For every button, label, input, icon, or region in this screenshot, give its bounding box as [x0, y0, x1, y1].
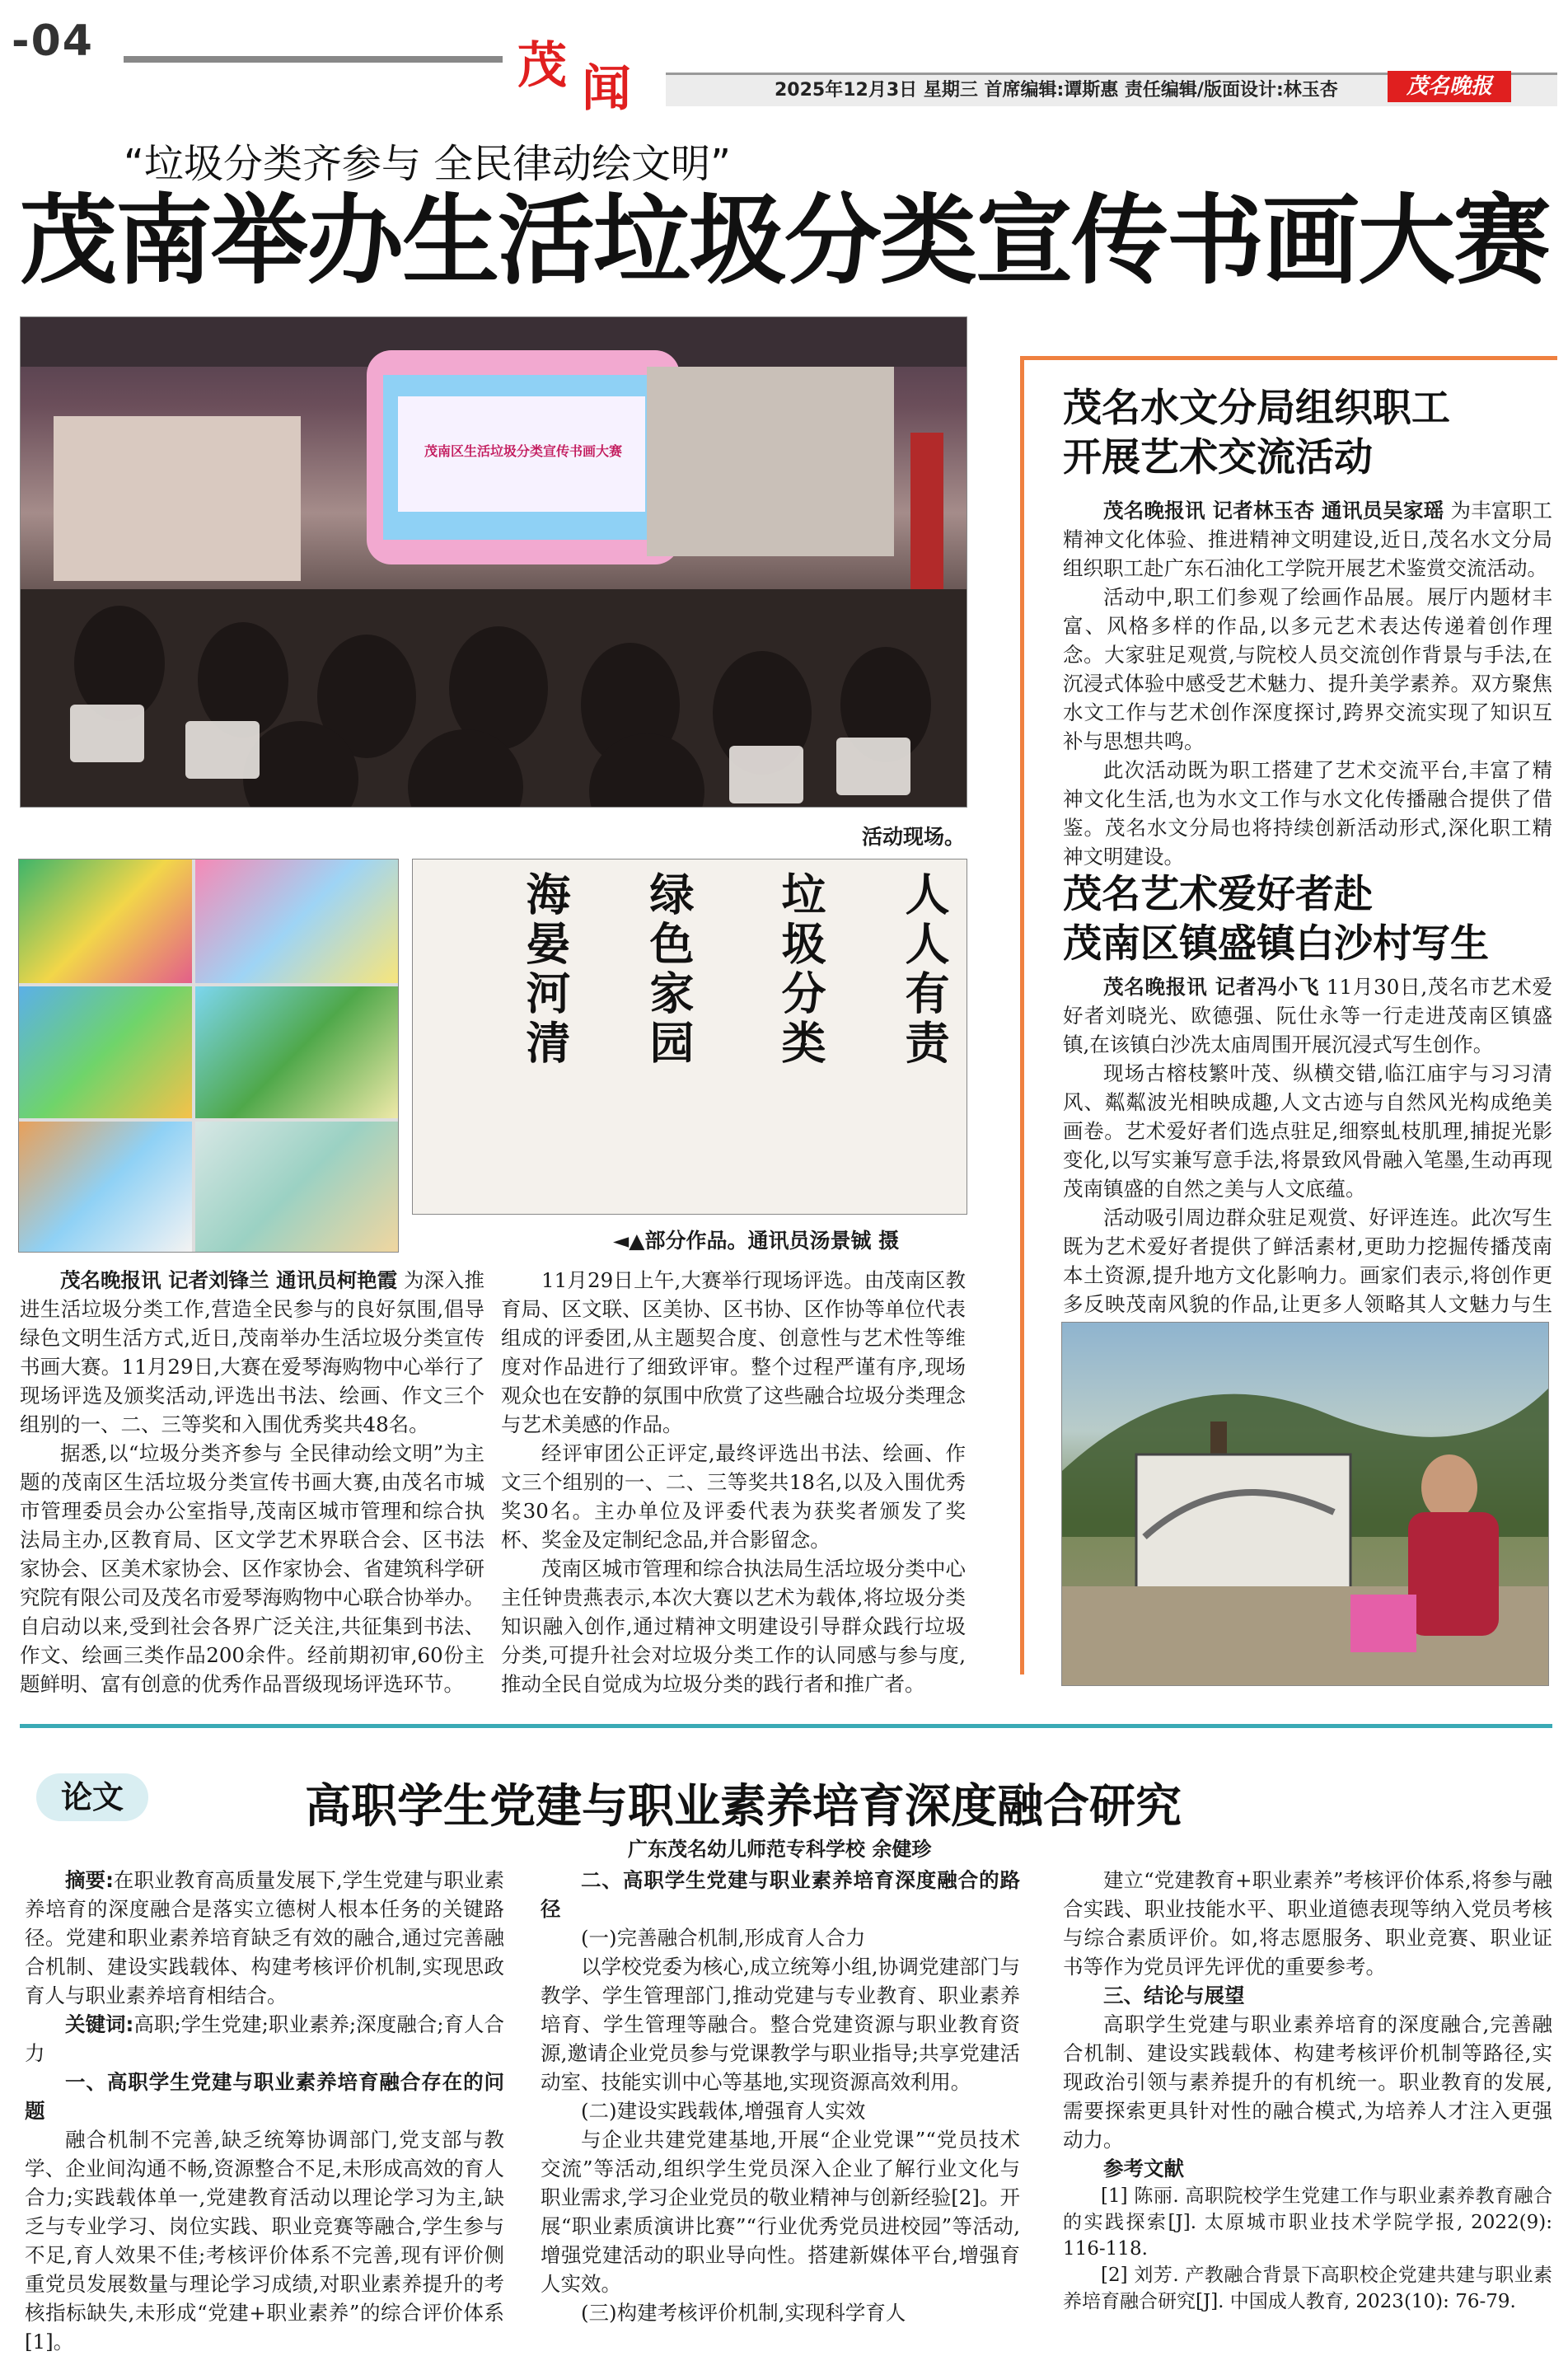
stage-banner: 茂南区生活垃圾分类宣传书画大赛 — [424, 443, 622, 459]
side1-body — [1063, 496, 1552, 871]
paper-tag — [36, 1773, 148, 1821]
section-mark-wen: 闻 — [582, 60, 631, 118]
side1-para: 活动中,职工们参观了绘画作品展。展厅内题材丰富、风格多样的作品,以多元艺术表达传递着创作理念。大家驻足观赏,与院校人员交流创作背景与手法,在沉浸式体验中感受艺术魅力、提升美学素养。双方聚焦水文工作与艺术创作深度探讨,跨界交流实现了知识互补与思想共鸣。 — [1063, 585, 1552, 753]
paper-para: 融合机制不完善,缺乏统筹协调部门,党支部与教学、企业间沟通不畅,资源整合不足,未形成高效的育人合力;实践载体单一,党建教育活动以理论学习为主,缺乏与专业学习、岗位实践、职业竞赛等融合,学生参与不足,育人效果不佳;考核评价体系不完善,现有评价侧重党员发展数量与理论学习成绩,对职业素养提升的考核指标缺失,未形成“党建+职业素养”的综合评价体系[1]。 — [25, 2128, 504, 2354]
side1-title-line1: 茂名水文分局组织职工 — [1063, 386, 1450, 431]
lead-title: 茂南举办生活垃圾分类宣传书画大赛 — [20, 184, 1550, 297]
lead-byline: 茂名晚报讯 记者刘锋兰 通讯员柯艳霞 — [60, 1268, 398, 1292]
side1-para-text: 为丰富职工精神文化体验、推进精神文明建设,近日,茂名水文分局组织职工赴广东石油化工学院开展艺术鉴赏交流活动。 — [1063, 499, 1553, 580]
paper-subheading: (一)完善融合机制,形成育人合力 — [581, 1926, 866, 1950]
calligraphy-scroll-4: 人人有责 — [898, 871, 951, 1069]
side2-title-line2: 茂南区镇盛镇白沙村写生 — [1063, 921, 1489, 967]
abstract-text: 在职业教育高质量发展下,学生党建与职业素养培育的深度融合是落实立德树人根本任务的关键路径。党建和职业素养培育缺乏有效的融合,通过完善融合机制、建设实践载体、构建考核评价机制,实现思政育人与职业素养培育相结合。 — [25, 1868, 504, 2007]
calligraphy-scroll-3: 垃圾分类 — [775, 871, 827, 1069]
side2-title — [1063, 870, 1489, 969]
newspaper-logo — [1388, 71, 1511, 102]
side1-title — [1063, 384, 1450, 483]
section-divider — [20, 1724, 1552, 1728]
art-piece — [19, 1122, 192, 1252]
side2-body — [1063, 972, 1552, 1347]
paper-heading-2: 二、高职学生党建与职业素养培育深度融合的路径 — [541, 1868, 1020, 1921]
header-meta: 2025年12月3日 星期三 首席编辑:谭斯惠 责任编辑/版面设计:林玉杏 — [775, 80, 1338, 101]
lead-para-text: 为深入推进生活垃圾分类工作,营造全民参与的良好氛围,倡导绿色文明生活方式,近日,茂南举办生活垃圾分类宣传书画大赛。11月29日,大赛在爱琴海购物中心举行了现场评选及颁奖活动,评选出书法、绘画、作文三个组别的一、二、三等奖和入围优秀奖共48名。 — [20, 1268, 485, 1436]
logo-text: 茂名晚报 — [1406, 74, 1492, 99]
art-piece — [195, 986, 398, 1118]
lead-body-col1 — [20, 1266, 484, 1698]
side1-para — [1063, 496, 1552, 583]
side2-para — [1063, 972, 1552, 1059]
art-piece — [19, 986, 192, 1118]
side2-para: 活动吸引周边群众驻足观赏、好评连连。此次写生既为艺术爱好者提供了鲜活素材,更助力挖掘传播茂南本土资源,提升地方文化影响力。画家们表示,将创作更多反映茂南风貌的作品,让更多人领略其人文魅力与生 — [1063, 1206, 1552, 1316]
lead-para — [20, 1266, 484, 1439]
lead-para: 经评审团公正评定,最终评选出书法、绘画、作文三个组别的一、二、三等奖共18名,以及入围优秀奖30名。主办单位及评委代表为获奖者颁发了奖杯、奖金及定制纪念品,并合影留念。 — [501, 1441, 966, 1552]
calligraphy-scroll-2: 绿色家园 — [643, 871, 695, 1069]
side1-byline: 茂名晚报讯 记者林玉杏 通讯员吴家瑶 — [1103, 499, 1444, 522]
paper-author: 广东茂名幼儿师范专科学校 余健珍 — [628, 1838, 932, 1861]
art-piece — [19, 859, 192, 983]
side2-para-text: 11月30日,茂名市艺术爱好者刘晓光、欧德强、阮仕永等一行走进茂南区镇盛镇,在该镇白沙冼太庙周围开展沉浸式写生创作。 — [1063, 975, 1552, 1056]
section-mark-mao: 茂 — [517, 37, 567, 95]
sketching-photo — [1061, 1322, 1549, 1686]
lead-body-col2 — [501, 1266, 966, 1698]
art-piece — [195, 859, 398, 983]
paper-para: 高职学生党建与职业素养培育的深度融合,完善融合机制、建设实践载体、构建考核评价机制等路径,实现政治引领与素养提升的有机统一。职业教育的发展,需要探索更具针对性的融合模式,为培养人才注入更强动力。 — [1063, 2012, 1552, 2152]
calligraphy-works — [412, 859, 967, 1215]
photo1-caption: 活动现场。 — [862, 825, 966, 849]
sketching-scene-illustration — [1062, 1323, 1548, 1685]
abstract-label: 摘要: — [65, 1868, 114, 1892]
paper-col3 — [1063, 1866, 1552, 2315]
orange-rule-top — [1020, 356, 1557, 360]
keywords-text: 高职;学生党建;职业素养;深度融合;育人合力 — [25, 2012, 504, 2065]
paper-abstract — [25, 1866, 504, 2010]
side2-title-line1: 茂名艺术爱好者赴 — [1063, 872, 1373, 917]
references-title: 参考文献 — [1103, 2157, 1184, 2180]
paper-col1 — [25, 1866, 504, 2356]
side2-byline: 茂名晚报讯 记者冯小飞 — [1103, 975, 1320, 999]
art-works-grid — [18, 859, 399, 1253]
event-scene-illustration — [21, 317, 967, 807]
lead-kicker: “垃圾分类齐参与 全民律动绘文明” — [124, 141, 731, 187]
paper-title: 高职学生党建与职业素养培育深度融合研究 — [305, 1780, 1182, 1834]
keywords-label: 关键词: — [65, 2012, 134, 2036]
event-photo — [20, 316, 967, 808]
art-piece — [195, 1122, 398, 1252]
paper-heading-1: 一、高职学生党建与职业素养培育融合存在的问题 — [25, 2070, 504, 2123]
paper-para: 与企业共建党建基地,开展“企业党课”“党员技术交流”等活动,组织学生党员深入企业了解行业文化与职业需求,学习企业党员的敬业精神与创新经验[2]。开展“职业素质演讲比赛”“行业优秀党员进校园”等活动,增强党建活动的职业导向性。搭建新媒体平台,增强育人实效。 — [541, 2128, 1020, 2296]
paper-subheading: (三)构建考核评价机制,实现科学育人 — [581, 2301, 906, 2325]
side2-para: 现场古榕枝繁叶茂、纵横交错,临江庙宇与习习清风、粼粼波光相映成趣,人文古迹与自然风光构成绝美画卷。艺术爱好者们选点驻足,细察虬枝肌理,捕捉光影变化,以写实兼写意手法,将景致风骨融入笔墨,生动再现茂南镇盛的自然之美与人文底蕴。 — [1063, 1061, 1552, 1201]
lead-para: 据悉,以“垃圾分类齐参与 全民律动绘文明”为主题的茂南区生活垃圾分类宣传书画大赛,由茂名市城市管理委员会办公室指导,茂南区城市管理和综合执法局主办,区教育局、区文学艺术界联合会、区书法家协会、区美术家协会、区作家协会、省建筑科学研究院有限公司及茂名市爱琴海购物中心联合协举办。自启动以来,受到社会各界广泛关注,共征集到书法、作文、绘画三类作品200余件。经前期初审,60份主题鲜明、富有创意的优秀作品晋级现场评选环节。 — [20, 1441, 484, 1696]
page-number: -04 — [12, 16, 94, 66]
lead-para: 茂南区城市管理和综合执法局生活垃圾分类中心主任钟贵燕表示,本次大赛以艺术为载体,将垃圾分类知识融入创作,通过精神文明建设引导群众践行垃圾分类,可提升社会对垃圾分类工作的认同感与参与度,推动全民自觉成为垃圾分类的践行者和推广者。 — [501, 1557, 966, 1696]
header-gray-rule — [124, 56, 503, 63]
reference-item: [2] 刘芳. 产教融合背景下高职校企党建共建与职业素养培育融合研究[J]. 中国成人教育, 2023(10): 76-79. — [1063, 2265, 1552, 2312]
paper-keywords — [25, 2010, 504, 2068]
paper-heading-3: 三、结论与展望 — [1103, 1984, 1245, 2007]
lead-para: 11月29日上午,大赛举行现场评选。由茂南区教育局、区文联、区美协、区书协、区作协等单位代表组成的评委团,从主题契合度、创意性与艺术性等维度对作品进行了细致评审。整个过程严谨有序,现场观众也在安静的氛围中欣赏了这些融合垃圾分类理念与艺术美感的作品。 — [501, 1268, 966, 1436]
side1-title-line2: 开展艺术交流活动 — [1063, 435, 1373, 480]
paper-para: 建立“党建教育+职业素养”考核评价体系,将参与融合实践、职业技能水平、职业道德表现等纳入党员考核与综合素质评价。如,将志愿服务、职业竞赛、职业证书等作为党员评先评优的重要参考。 — [1063, 1868, 1552, 1979]
paper-col2 — [541, 1866, 1020, 2327]
reference-item: [1] 陈丽. 高职院校学生党建工作与职业素养教育融合的实践探索[J]. 太原城市职业技术学院学报, 2022(9): 116-118. — [1063, 2185, 1552, 2260]
paper-para: 以学校党委为核心,成立统筹小组,协调党建部门与教学、学生管理部门,推动党建与专业教育、职业素养培育、学生管理等融合。整合党建资源与职业教育资源,邀请企业党员参与党课教学与职业指导;共享党建活动室、技能实训中心等基地,实现资源高效利用。 — [541, 1955, 1020, 2094]
side1-para: 此次活动既为职工搭建了艺术交流平台,丰富了精神文化生活,也为水文工作与水文化传播融合提供了借鉴。茂名水文分局也将持续创新活动形式,深化职工精神文明建设。 — [1063, 758, 1552, 869]
orange-rule-left — [1020, 356, 1024, 1674]
calligraphy-scroll-1: 海晏河清 — [519, 871, 572, 1069]
paper-tag-text: 论文 — [60, 1779, 124, 1815]
photo2-caption: ◄▲部分作品。通讯员汤景铖 摄 — [613, 1229, 900, 1253]
paper-subheading: (二)建设实践载体,增强育人实效 — [581, 2099, 866, 2123]
